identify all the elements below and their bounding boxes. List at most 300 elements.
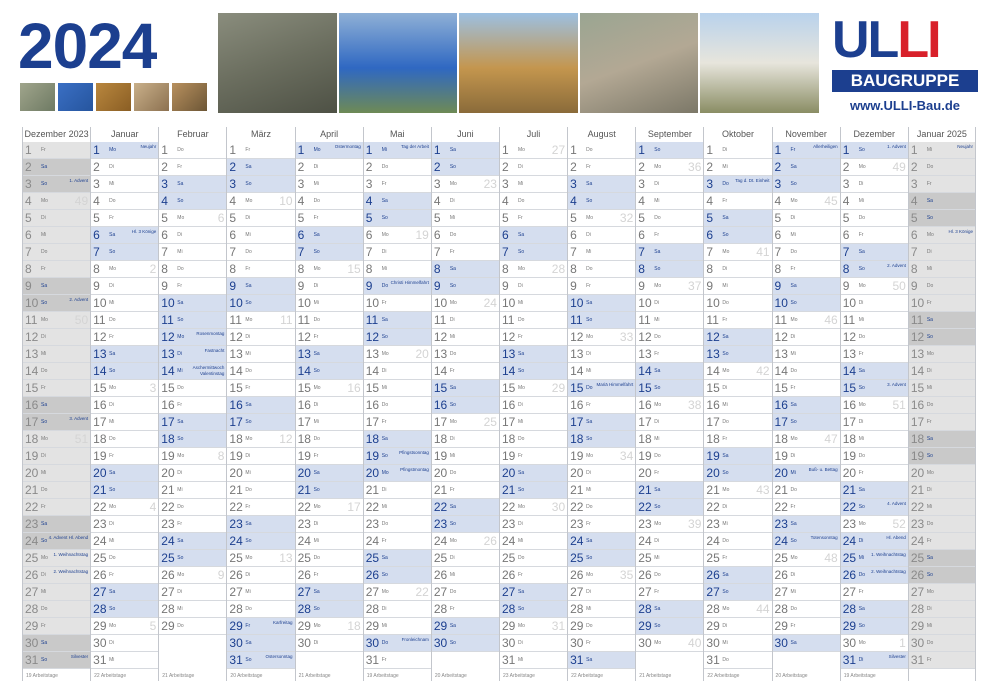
day-number: 22 xyxy=(297,500,311,514)
day-cell xyxy=(568,244,635,261)
day-number: 20 xyxy=(25,466,39,480)
weekday-label: Do xyxy=(586,623,593,629)
weekday-label: Mi xyxy=(245,232,251,238)
day-cell xyxy=(773,227,840,244)
holiday-name: Totensonntag xyxy=(810,535,838,540)
weekday-label: Mi xyxy=(517,538,524,544)
day-number: 25 xyxy=(910,551,925,565)
day-cell xyxy=(773,550,840,567)
weekday-label: Di xyxy=(313,640,319,646)
day-number: 9 xyxy=(365,279,373,293)
workdays-count: 19 Arbeitstage xyxy=(26,673,58,679)
day-number: 23 xyxy=(93,517,107,531)
day-number: 14 xyxy=(706,364,720,378)
weekday-label: Sa xyxy=(858,606,865,612)
day-cell xyxy=(500,244,567,261)
day-cell xyxy=(159,465,226,482)
weekday-label: Sa xyxy=(41,283,48,289)
weekday-label: Mi xyxy=(858,555,864,561)
day-cell xyxy=(159,329,226,346)
day-cell xyxy=(841,533,908,550)
day-cell xyxy=(704,431,771,448)
day-cell xyxy=(636,363,703,380)
weekday-label: So xyxy=(858,385,865,391)
empty-cell xyxy=(159,635,226,652)
day-number: 26 xyxy=(638,568,652,582)
day-cell xyxy=(704,465,771,482)
day-cell xyxy=(909,652,975,669)
day-number: 6 xyxy=(706,228,714,242)
day-cell xyxy=(841,329,908,346)
day-cell xyxy=(227,176,294,193)
weekday-label: So xyxy=(109,606,116,612)
day-number: 1 xyxy=(501,143,509,157)
weekday-label: Fr xyxy=(722,317,728,323)
day-cell xyxy=(159,550,226,567)
day-cell xyxy=(909,516,975,533)
day-cell xyxy=(159,278,226,295)
day-cell xyxy=(23,244,90,261)
day-number: 21 xyxy=(774,483,788,497)
day-number: 16 xyxy=(706,398,720,412)
weekday-label: Do xyxy=(517,317,525,323)
day-cell xyxy=(773,618,840,635)
calendar-grid xyxy=(22,127,976,681)
weekday-label: Di xyxy=(245,215,251,221)
day-cell xyxy=(432,601,499,618)
day-number: 12 xyxy=(297,330,311,344)
day-cell xyxy=(23,635,90,652)
day-number: 19 xyxy=(638,449,652,463)
day-number: 10 xyxy=(910,296,925,310)
month-name: Dezember xyxy=(841,127,908,142)
day-number: 18 xyxy=(910,432,925,446)
day-cell xyxy=(909,465,975,482)
day-cell xyxy=(500,499,567,516)
day-number: 17 xyxy=(501,415,516,429)
day-cell xyxy=(568,448,635,465)
day-number: 2 xyxy=(93,160,100,174)
day-number: 25 xyxy=(93,551,107,565)
day-number: 24 xyxy=(706,534,720,548)
weekday-label: Mi xyxy=(586,487,592,493)
weekday-label: Mo xyxy=(654,164,662,170)
day-number: 19 xyxy=(161,449,175,463)
day-cell xyxy=(159,159,226,176)
day-cell xyxy=(909,482,975,499)
day-cell xyxy=(568,380,635,397)
weekday-label: Di xyxy=(109,402,114,408)
day-cell xyxy=(841,431,908,448)
day-number: 26 xyxy=(161,568,175,582)
day-number: 20 xyxy=(706,466,720,480)
weekday-label: Mo xyxy=(926,470,934,476)
weekday-label: Di xyxy=(586,470,591,476)
holiday-name: 2. Advent xyxy=(69,297,89,302)
day-cell xyxy=(227,652,294,669)
day-cell xyxy=(568,567,635,584)
day-cell xyxy=(636,465,703,482)
month-column xyxy=(22,127,90,681)
weekday-label: Sa xyxy=(586,538,593,544)
day-number: 19 xyxy=(501,449,516,463)
weekday-label: Sa xyxy=(109,351,116,357)
weekday-label: Mo xyxy=(790,436,798,442)
day-number: 29 xyxy=(501,619,516,633)
weekday-label: Do xyxy=(790,368,797,374)
day-number: 27 xyxy=(910,585,925,599)
weekday-label: So xyxy=(109,487,116,493)
weekday-label: Mo xyxy=(381,470,389,476)
day-number: 31 xyxy=(229,653,243,667)
weekday-label: Do xyxy=(790,606,797,612)
day-cell xyxy=(91,346,158,363)
day-number: 22 xyxy=(570,500,584,514)
day-number: 13 xyxy=(842,347,857,361)
weekday-label: So xyxy=(245,657,252,663)
weekday-label: Fr xyxy=(654,232,659,238)
day-cell xyxy=(296,363,363,380)
day-number: 16 xyxy=(161,398,175,412)
day-number: 16 xyxy=(229,398,243,412)
weekday-label: Do xyxy=(790,249,797,255)
day-number: 6 xyxy=(161,228,168,242)
day-number: 22 xyxy=(93,500,107,514)
weekday-label: So xyxy=(449,402,456,408)
day-cell xyxy=(500,261,567,278)
weekday-label: So xyxy=(313,249,320,255)
day-cell xyxy=(773,465,840,482)
weekday-label: Do xyxy=(41,487,48,493)
weekday-label: Mo xyxy=(722,368,730,374)
day-cell xyxy=(159,431,226,448)
day-number: 8 xyxy=(433,262,441,276)
day-number: 30 xyxy=(229,636,243,650)
weekday-label: Fr xyxy=(177,402,183,408)
day-cell xyxy=(500,397,567,414)
day-number: 28 xyxy=(433,602,448,616)
day-number: 27 xyxy=(570,585,584,599)
day-number: 11 xyxy=(638,313,651,327)
weekday-label: Mo xyxy=(586,334,594,340)
day-cell xyxy=(364,652,431,669)
day-number: 19 xyxy=(25,449,39,463)
weekday-label: So xyxy=(449,283,456,289)
weekday-label: Di xyxy=(926,606,932,612)
day-number: 18 xyxy=(161,432,175,446)
day-cell xyxy=(636,210,703,227)
day-cell xyxy=(432,618,499,635)
month-column xyxy=(499,127,567,681)
day-cell xyxy=(841,584,908,601)
day-number: 16 xyxy=(570,398,584,412)
weekday-label: So xyxy=(313,368,320,374)
weekday-label: Do xyxy=(245,606,252,612)
day-cell xyxy=(159,516,226,533)
weekday-label: Mo xyxy=(109,147,117,153)
week-number: 1 xyxy=(899,636,906,650)
day-number: 21 xyxy=(433,483,448,497)
day-cell xyxy=(841,567,908,584)
day-cell xyxy=(296,227,363,244)
day-cell xyxy=(636,635,703,652)
day-number: 16 xyxy=(774,398,788,412)
day-cell xyxy=(91,465,158,482)
day-cell xyxy=(23,499,90,516)
day-cell xyxy=(841,159,908,176)
day-cell xyxy=(568,414,635,431)
day-number: 21 xyxy=(25,483,39,497)
weekday-label: Sa xyxy=(41,164,48,170)
day-number: 12 xyxy=(501,330,516,344)
day-number: 9 xyxy=(910,279,918,293)
holiday-name: Pfingstmontag xyxy=(400,467,429,472)
day-cell xyxy=(568,176,635,193)
day-number: 16 xyxy=(501,398,516,412)
week-number: 44 xyxy=(756,602,770,616)
day-cell xyxy=(227,482,294,499)
day-cell xyxy=(432,482,499,499)
weekday-label: Mo xyxy=(722,487,730,493)
day-number: 17 xyxy=(25,415,39,429)
weekday-label: Mo xyxy=(654,640,662,646)
weekday-label: Di xyxy=(449,198,455,204)
day-cell xyxy=(773,635,840,652)
day-number: 30 xyxy=(365,636,380,650)
weekday-label: Fr xyxy=(41,504,46,510)
weekday-label: Mo xyxy=(517,266,525,272)
weekday-label: Mo xyxy=(245,317,253,323)
holiday-name: 1. Advent xyxy=(887,144,906,149)
weekday-label: So xyxy=(245,181,252,187)
day-number: 26 xyxy=(93,568,107,582)
weekday-label: So xyxy=(41,181,48,187)
month-name: Januar xyxy=(91,127,158,142)
day-cell xyxy=(227,601,294,618)
weekday-label: Do xyxy=(449,351,457,357)
weekday-label: Di xyxy=(722,623,728,629)
weekday-label: So xyxy=(517,606,525,612)
day-number: 15 xyxy=(570,381,584,395)
day-number: 23 xyxy=(365,517,380,531)
day-cell xyxy=(704,244,771,261)
day-cell xyxy=(159,346,226,363)
day-cell xyxy=(704,448,771,465)
weekday-label: Do xyxy=(926,402,934,408)
day-number: 29 xyxy=(93,619,107,633)
weekday-label: Fr xyxy=(41,385,46,391)
day-cell xyxy=(841,363,908,380)
weekday-label: Mi xyxy=(722,402,728,408)
day-number: 6 xyxy=(842,228,850,242)
day-cell xyxy=(364,482,431,499)
day-cell xyxy=(91,533,158,550)
weekday-label: Mi xyxy=(313,538,319,544)
weekday-label: Fr xyxy=(381,419,387,425)
holiday-name: 3. Advent xyxy=(887,382,906,387)
day-cell xyxy=(704,601,771,618)
day-cell xyxy=(841,618,908,635)
weekday-label: Mo xyxy=(449,181,457,187)
weekday-label: Mi xyxy=(722,283,728,289)
weekday-label: Mi xyxy=(109,657,115,663)
day-cell xyxy=(227,210,294,227)
day-number: 18 xyxy=(842,432,857,446)
weekday-label: Mi xyxy=(381,504,387,510)
day-number: 17 xyxy=(706,415,720,429)
day-number: 22 xyxy=(638,500,652,514)
day-number: 12 xyxy=(774,330,788,344)
day-number: 18 xyxy=(365,432,380,446)
weekday-label: Mi xyxy=(109,300,115,306)
day-number: 5 xyxy=(706,211,714,225)
day-cell xyxy=(568,584,635,601)
day-number: 14 xyxy=(570,364,584,378)
weekday-label: Mo xyxy=(245,198,253,204)
holiday-name: 2. Weihnachtstag xyxy=(871,569,906,574)
day-number: 10 xyxy=(638,296,652,310)
workdays-count xyxy=(909,669,975,681)
thumbnail-photo xyxy=(58,83,93,111)
weekday-label: Mi xyxy=(177,368,183,374)
thumbnail-photo xyxy=(20,83,55,111)
weekday-label: Mi xyxy=(586,606,592,612)
weekday-label: Di xyxy=(654,181,659,187)
day-number: 4 xyxy=(638,194,645,208)
weekday-label: Di xyxy=(313,521,319,527)
day-number: 12 xyxy=(638,330,652,344)
day-number: 23 xyxy=(638,517,652,531)
weekday-label: Sa xyxy=(722,572,729,578)
day-number: 30 xyxy=(433,636,448,650)
day-cell xyxy=(23,278,90,295)
weekday-label: Sa xyxy=(449,504,456,510)
day-cell xyxy=(568,295,635,312)
day-cell xyxy=(296,584,363,601)
day-cell xyxy=(704,142,771,159)
day-number: 12 xyxy=(161,330,175,344)
day-cell xyxy=(841,278,908,295)
day-cell xyxy=(159,193,226,210)
day-cell xyxy=(704,380,771,397)
day-cell xyxy=(227,584,294,601)
weekday-label: Do xyxy=(858,572,866,578)
day-cell xyxy=(704,618,771,635)
month-name: November xyxy=(773,127,840,142)
day-cell xyxy=(364,550,431,567)
weekday-label: Fr xyxy=(41,623,46,629)
weekday-label: Do xyxy=(654,453,661,459)
weekday-label: Di xyxy=(245,453,251,459)
day-cell xyxy=(636,193,703,210)
day-number: 25 xyxy=(774,551,788,565)
day-cell xyxy=(841,516,908,533)
day-cell xyxy=(432,550,499,567)
weekday-label: Di xyxy=(517,521,523,527)
day-number: 6 xyxy=(297,228,305,242)
week-number: 37 xyxy=(688,279,702,293)
holiday-name: Fastnacht xyxy=(204,348,225,353)
day-cell xyxy=(91,431,158,448)
day-cell xyxy=(91,499,158,516)
day-cell xyxy=(364,431,431,448)
weekday-label: Sa xyxy=(517,470,525,476)
day-number: 3 xyxy=(25,177,32,191)
day-number: 12 xyxy=(229,330,243,344)
workdays-count: 20 Arbeitstage xyxy=(434,673,467,679)
day-cell xyxy=(227,261,294,278)
day-cell xyxy=(296,329,363,346)
weekday-label: Do xyxy=(177,385,184,391)
day-number: 26 xyxy=(501,568,516,582)
month-column xyxy=(431,127,499,681)
day-number: 27 xyxy=(93,585,107,599)
day-cell xyxy=(364,295,431,312)
weekday-label: Fr xyxy=(245,623,251,629)
holiday-name: 1. Weihnachtstag xyxy=(53,552,89,557)
day-cell xyxy=(91,448,158,465)
weekday-label: So xyxy=(517,368,525,374)
day-cell xyxy=(23,652,90,669)
weekday-label: Mi xyxy=(858,436,864,442)
day-cell xyxy=(704,176,771,193)
day-cell xyxy=(432,227,499,244)
week-number: 23 xyxy=(483,177,497,191)
month-column xyxy=(226,127,294,681)
day-number: 20 xyxy=(161,466,175,480)
day-number: 24 xyxy=(910,534,925,548)
day-cell xyxy=(432,448,499,465)
day-number: 2 xyxy=(570,160,577,174)
holiday-name: Neujahr xyxy=(140,144,157,149)
weekday-label: Sa xyxy=(722,215,729,221)
day-cell xyxy=(773,516,840,533)
day-number: 28 xyxy=(501,602,516,616)
day-number: 7 xyxy=(842,245,850,259)
weekday-label: Mi xyxy=(654,555,660,561)
weekday-label: Sa xyxy=(654,249,661,255)
day-number: 25 xyxy=(229,551,243,565)
day-number: 18 xyxy=(433,432,448,446)
day-number: 23 xyxy=(910,517,925,531)
day-cell xyxy=(364,397,431,414)
day-number: 26 xyxy=(910,568,925,582)
weekday-label: Do xyxy=(381,283,389,289)
workdays-count: 21 Arbeitstage xyxy=(162,673,195,679)
day-number: 3 xyxy=(229,177,237,191)
day-number: 14 xyxy=(501,364,516,378)
day-cell xyxy=(636,244,703,261)
day-number: 15 xyxy=(161,381,175,395)
day-number: 1 xyxy=(25,143,32,157)
day-number: 21 xyxy=(161,483,175,497)
day-number: 21 xyxy=(910,483,925,497)
day-cell xyxy=(500,601,567,618)
day-number: 4 xyxy=(774,194,782,208)
weekday-label: Di xyxy=(858,419,864,425)
day-number: 19 xyxy=(297,449,311,463)
weekday-label: Mo xyxy=(245,555,253,561)
day-number: 31 xyxy=(365,653,380,667)
day-number: 22 xyxy=(842,500,857,514)
weekday-label: So xyxy=(381,453,388,459)
day-cell xyxy=(909,618,975,635)
day-number: 29 xyxy=(161,619,175,633)
weekday-label: Fr xyxy=(245,266,251,272)
weekday-label: Mo xyxy=(449,538,457,544)
weekday-label: Do xyxy=(313,198,320,204)
day-number: 26 xyxy=(297,568,311,582)
